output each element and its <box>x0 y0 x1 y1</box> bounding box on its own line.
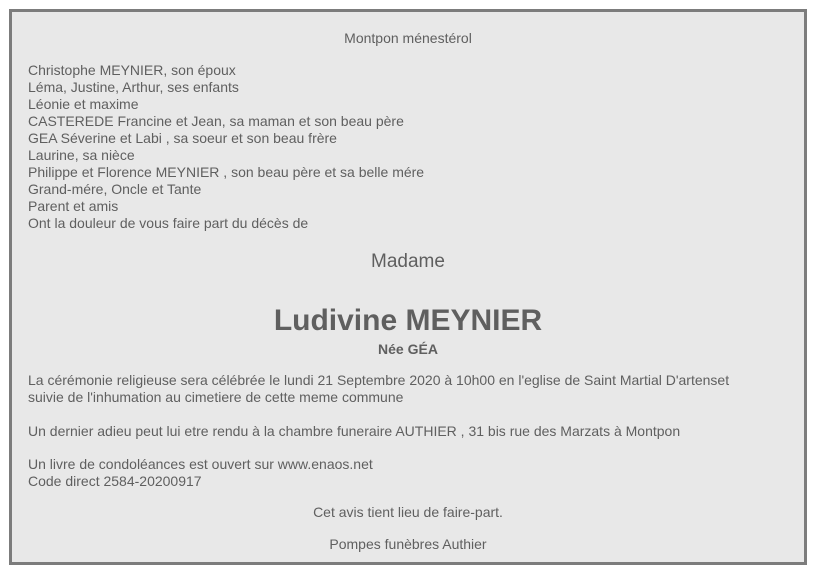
family-list <box>28 62 424 232</box>
family-line: Léonie et maxime <box>28 96 139 112</box>
announcement-line: Ont la douleur de vous faire part du décès de <box>28 215 309 231</box>
visitation-line: Un dernier adieu peut lui etre rendu à la chambre funeraire AUTHIER , 31 bis rue des Marzats à Montpon <box>28 423 681 439</box>
funeral-home-signature: Pompes funèbres Authier <box>329 536 487 552</box>
family-line: CASTEREDE Francine et Jean, sa maman et son beau père <box>28 113 404 129</box>
family-line: Parent et amis <box>28 198 119 214</box>
honorific: Madame <box>371 251 445 272</box>
family-line: Laurine, sa nièce <box>28 147 135 163</box>
deceased-name: Ludivine MEYNIER <box>273 304 543 337</box>
condolence-book-line: Un livre de condoléances est ouvert sur www.enaos.net <box>28 456 373 472</box>
family-line: GEA Séverine et Labi , sa soeur et son beau frère <box>28 130 337 146</box>
ceremony-line: La cérémonie religieuse sera célébrée le lundi 21 Septembre 2020 à 10h00 en l'eglise de Saint Martial D'artenset <box>28 372 730 388</box>
family-line: Philippe et Florence MEYNIER , son beau père et sa belle mére <box>28 164 425 180</box>
family-line: Christophe MEYNIER, son époux <box>28 62 236 78</box>
ceremony-details <box>28 372 788 406</box>
family-line: Léma, Justine, Arthur, ses enfants <box>28 79 239 95</box>
condolence-details <box>28 456 788 490</box>
family-line: Grand-mére, Oncle et Tante <box>28 181 202 197</box>
obituary-notice <box>9 9 807 565</box>
burial-line: suivie de l'inhumation au cimetiere de cette meme commune <box>28 389 404 405</box>
visitation-details <box>28 423 788 440</box>
maiden-name: Née GÉA <box>378 341 438 357</box>
closing-note: Cet avis tient lieu de faire-part. <box>313 504 503 520</box>
location-heading: Montpon ménestérol <box>344 30 472 46</box>
direct-code-line: Code direct 2584-20200917 <box>28 473 202 489</box>
